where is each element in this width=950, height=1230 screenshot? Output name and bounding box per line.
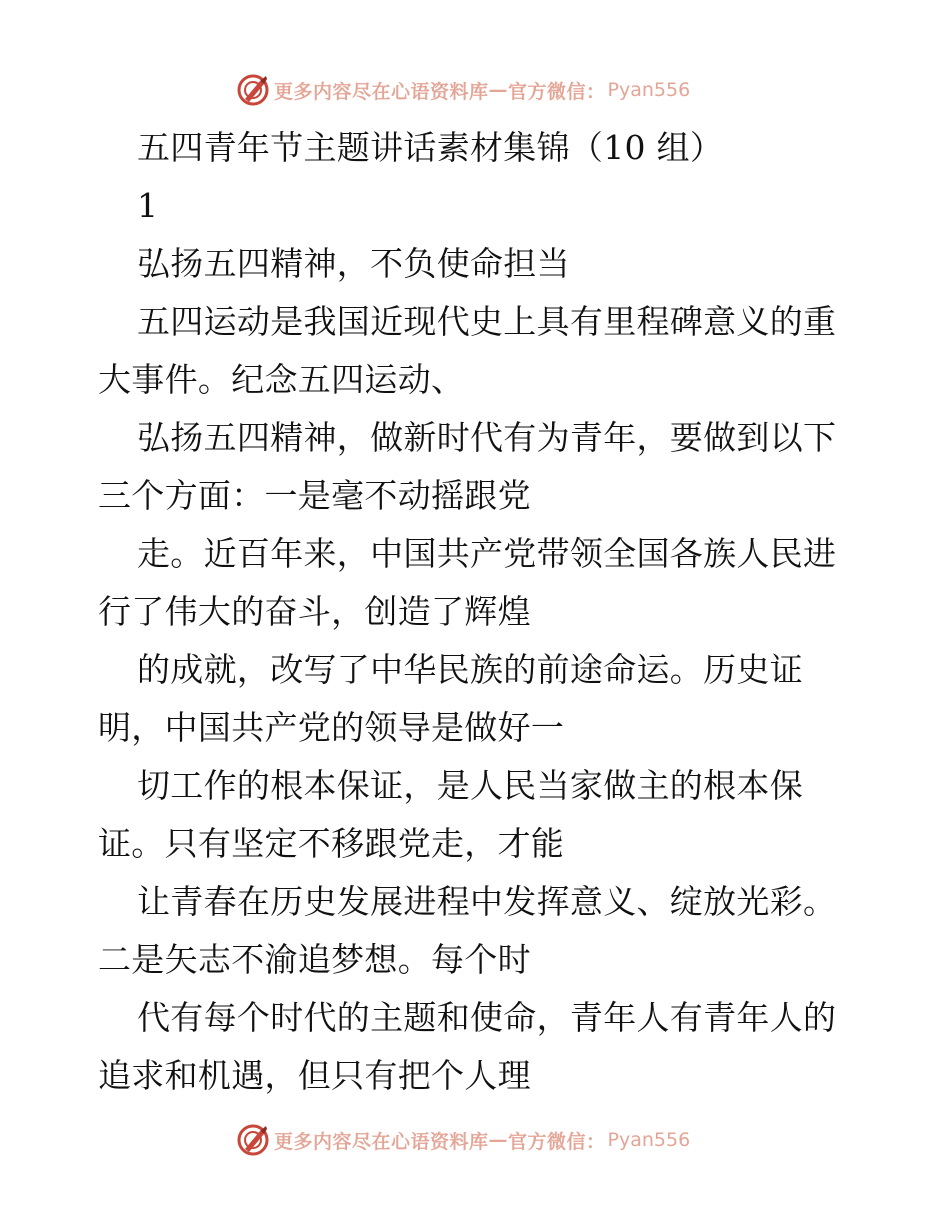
header-banner xyxy=(236,72,690,108)
paragraph-line: 代有每个时代的主题和使命，青年人有青年人的 xyxy=(137,998,837,1037)
paragraph-line: 明，中国共产党的领导是做好一 xyxy=(98,708,565,747)
header-banner-dash: — xyxy=(488,79,509,101)
footer-banner-dash: — xyxy=(488,1129,509,1151)
header-wechat-id: Pyan556 xyxy=(607,79,691,101)
paragraph-line: 三个方面：一是毫不动摇跟党 xyxy=(98,476,531,515)
paragraph-line: 弘扬五四精神，做新时代有为青年，要做到以下 xyxy=(137,418,837,457)
paragraph-line: 走。近百年来，中国共产党带领全国各族人民进 xyxy=(137,534,837,573)
paragraph-line: 行了伟大的奋斗，创造了辉煌 xyxy=(98,592,531,631)
pen-logo-icon xyxy=(236,73,270,107)
footer-banner-suffix: 官方微信： xyxy=(508,1130,606,1153)
paragraph-line: 五四运动是我国近现代史上具有里程碑意义的重 xyxy=(137,302,837,341)
paragraph-line: 切工作的根本保证，是人民当家做主的根本保 xyxy=(137,766,803,805)
footer-wechat-id: Pyan556 xyxy=(607,1129,691,1151)
paragraph-line: 追求和机遇，但只有把个人理 xyxy=(98,1056,531,1095)
header-banner-text: 更多内容尽在心语资料库 xyxy=(274,80,489,103)
paragraph-line: 二是矢志不渝追梦想。每个时 xyxy=(98,940,531,979)
paragraph-line: 证。只有坚定不移跟党走，才能 xyxy=(98,824,565,863)
section-number: 1 xyxy=(137,186,159,225)
header-banner-suffix: 官方微信： xyxy=(508,80,606,103)
paragraph-line: 大事件。纪念五四运动、 xyxy=(98,360,465,399)
paragraph-line: 让青春在历史发展进程中发挥意义、绽放光彩。 xyxy=(137,882,837,921)
paragraph-line: 的成就，改写了中华民族的前途命运。历史证 xyxy=(137,650,803,689)
section-heading: 弘扬五四精神，不负使命担当 xyxy=(137,244,570,283)
footer-banner xyxy=(236,1122,690,1158)
footer-banner-text: 更多内容尽在心语资料库 xyxy=(274,1130,489,1153)
pen-logo-icon xyxy=(236,1123,270,1157)
document-title: 五四青年节主题讲话素材集锦（10 组） xyxy=(137,128,724,167)
